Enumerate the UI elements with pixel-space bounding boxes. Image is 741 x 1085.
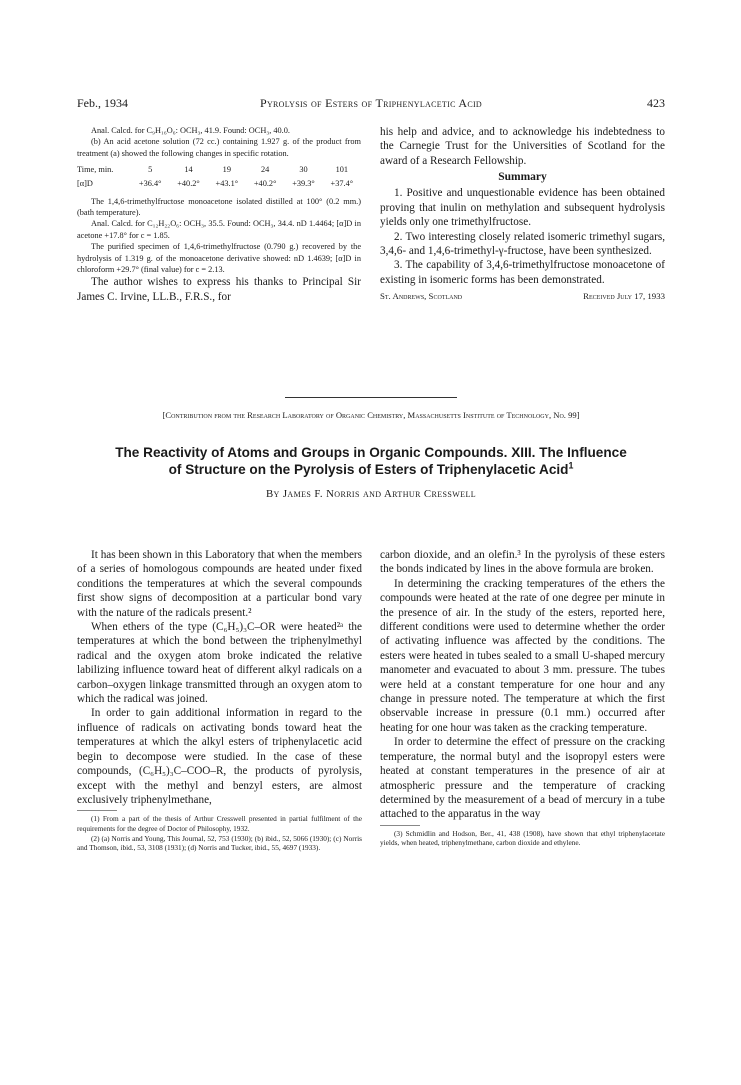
time-label: Time, min. xyxy=(77,165,114,175)
acknowledgement-cont: his help and advice, and to acknowledge his indebtedness to the Carnegie Trust for the Universities of Scotland for the award of a Research Fellowship. xyxy=(380,126,665,167)
body-paragraph: In order to gain additional information in regard to the influence of radicals on activating bonds toward heat the temperatures at which the alkyl esters of triphenylacetic acid begin to decompose were studied. In the case of these compounds, (C₆H₅)₃C–COO–R, the products of pyrolysis, except with the methyl and benzyl esters, are almost exclusively triphenylmethane, xyxy=(77,707,362,806)
authors: By James F. Norris and Arthur Cresswell xyxy=(265,488,477,500)
summary-heading: Summary xyxy=(498,171,547,184)
paragraph-b: (b) An acid acetone solution (72 cc.) containing 1.927 g. of the product from treatment (a) showed the following changes in specific rotation. xyxy=(77,137,361,158)
table-cell: +40.2° xyxy=(253,179,277,189)
purified-paragraph: The purified specimen of 1,4,6-trimethylfructose (0.790 g.) recovered by the hydrolysis of 1.319 g. of the monoacetone derivative showed: nD 1.4639; [α]D in chloroform +29.7° (final value) for c = 2.13. xyxy=(77,242,361,275)
summary-item: 2. Two interesting closely related isomeric trimethyl sugars, 3,4,6- and 1,4,6-trimethyl-γ-fructose, have been synthesized. xyxy=(380,230,665,258)
body-paragraph: In order to determine the effect of pressure on the cracking temperature, the normal butyl and the isopropyl esters were heated at constant temperatures in the presence of air at atmospheric pressure and the temperature of cracking determined by the measurement of a bead of mercury in a tube attached to the apparatus in the way xyxy=(380,736,665,821)
acknowledgement: The author wishes to express his thanks to Principal Sir James C. Irvine, LL.B., F.R.S., for xyxy=(77,276,361,303)
location: St. Andrews, Scotland xyxy=(380,291,463,302)
header-title: Pyrolysis of Esters of Triphenylacetic Acid xyxy=(259,96,483,110)
monoacetone-paragraph: The 1,4,6-trimethylfructose monoacetone isolated distilled at 100° (0.2 mm.) (bath temperature). xyxy=(77,196,361,218)
footnote: (2) (a) Norris and Young, This Journal, 52, 753 (1930); (b) ibid., 52, 5066 (1930); (c) Norris and Thomson, ibid., 53, 3108 (1931); (d) Norris and Tucker, ibid., 55, 4697 (1933). xyxy=(77,833,362,853)
summary-item: 3. The capability of 3,4,6-trimethylfructose monoacetone of existing in isomeric forms has been demonstrated. xyxy=(380,259,665,286)
table-cell: 30 xyxy=(299,165,308,175)
footnotes-left xyxy=(77,814,362,853)
table-cell: 101 xyxy=(335,165,349,175)
table-cell: +37.4° xyxy=(330,179,354,189)
body-left-column xyxy=(77,548,362,853)
table-cell: 14 xyxy=(184,165,193,175)
title-line-2-wrap xyxy=(77,461,665,478)
table-cell: +36.4° xyxy=(138,179,162,189)
footnote-rule xyxy=(77,810,117,811)
body-paragraph: When ethers of the type (C₆H₅)₃C–OR were heated²ᵃ the temperatures at which the bond between the triphenylmethyl radical and the oxygen atom broke indicated the relative labilizing influence toward heat of different alkyl radicals on a carbon–oxygen linkage transmitted through an oxygen atom to which the radical was joined. xyxy=(77,621,362,706)
received-line xyxy=(380,289,665,303)
page-number: 423 xyxy=(647,96,665,110)
title-footnote-mark: 1 xyxy=(568,460,574,471)
title-line-2: of Structure on the Pyrolysis of Esters of Triphenylacetic Acid xyxy=(168,462,569,477)
table-row xyxy=(77,177,361,191)
footnote: (1) From a part of the thesis of Arthur Cresswell presented in partial fulfilment of the requirements for the degree of Doctor of Philosophy, 1932. xyxy=(77,814,362,834)
contribution-note: [Contribution from the Research Laboratory of Organic Chemistry, Massachusetts Institute of Technology, No. 99] xyxy=(162,410,580,420)
table-cell: +39.3° xyxy=(292,179,315,189)
article-divider xyxy=(285,397,457,398)
alpha-label: [α]D xyxy=(77,179,93,189)
table-cell: 5 xyxy=(148,165,153,175)
prev-article-left-column xyxy=(77,125,361,304)
table-cell: 24 xyxy=(261,165,270,175)
table-cell: 19 xyxy=(222,165,231,175)
body-paragraph: In determining the cracking temperatures of the ethers the compounds were heated at the rate of one degree per minute in the presence of air. In the study of the esters, reported here, different conditions were used to determine whether the order of activating influence was affected by the conditions. The esters were heated in tubes sealed to a small U-shaped mercury manometer and evacuated to about 3 mm. pressure. The tubes were held at a constant temperature for one hour and any change in pressure noted. The temperature at which the first observable increase in pressure (0.1 mm.) occurred after heating for one hour was taken as the cracking temperature. xyxy=(380,577,665,734)
analysis-1: Anal. Calcd. for C₉H₁₆O₆: OCH₃, 41.9. Found: OCH₃, 40.0. xyxy=(91,126,290,135)
header-date: Feb., 1934 xyxy=(77,96,128,110)
body-paragraph: carbon dioxide, and an olefin.³ In the pyrolysis of these esters the bonds indicated by lines in the above formula are broken. xyxy=(380,549,665,576)
analysis-2: Anal. Calcd. for C₁₂H₂₂O₆: OCH₃, 35.5. Found: OCH₃, 34.4. nD 1.4464; [α]D in acetone +17.8° for c = 1.85. xyxy=(77,219,361,240)
footnote-rule xyxy=(380,825,420,826)
prev-article-right-column xyxy=(380,125,665,303)
table-cell: +40.2° xyxy=(177,179,200,189)
table-cell: +43.1° xyxy=(215,179,239,189)
footnotes-right xyxy=(380,829,665,848)
title-line-1: The Reactivity of Atoms and Groups in Organic Compounds. XIII. The Influence xyxy=(115,445,627,460)
received-date: Received July 17, 1933 xyxy=(583,291,665,302)
body-paragraph: It has been shown in this Laboratory that when the members of a series of homologous compounds are heated under fixed conditions the temperatures at which the several compounds first show signs of decomposition at a particular bond vary with the nature of the radicals present.² xyxy=(77,549,362,619)
footnote: (3) Schmidlin and Hodson, Ber., 41, 438 (1908), have shown that ethyl triphenylacetate yields, when heated, triphenylmethane, carbon dioxide and ethylene. xyxy=(380,828,665,848)
table-row xyxy=(77,163,361,177)
rotation-table xyxy=(77,163,361,191)
running-header xyxy=(77,96,665,112)
article-title xyxy=(77,444,665,478)
summary-item: 1. Positive and unquestionable evidence has been obtained proving that inulin on methylation and subsequent hydrolysis yields only one trimethylfructose. xyxy=(380,187,665,229)
body-right-column xyxy=(380,548,665,848)
